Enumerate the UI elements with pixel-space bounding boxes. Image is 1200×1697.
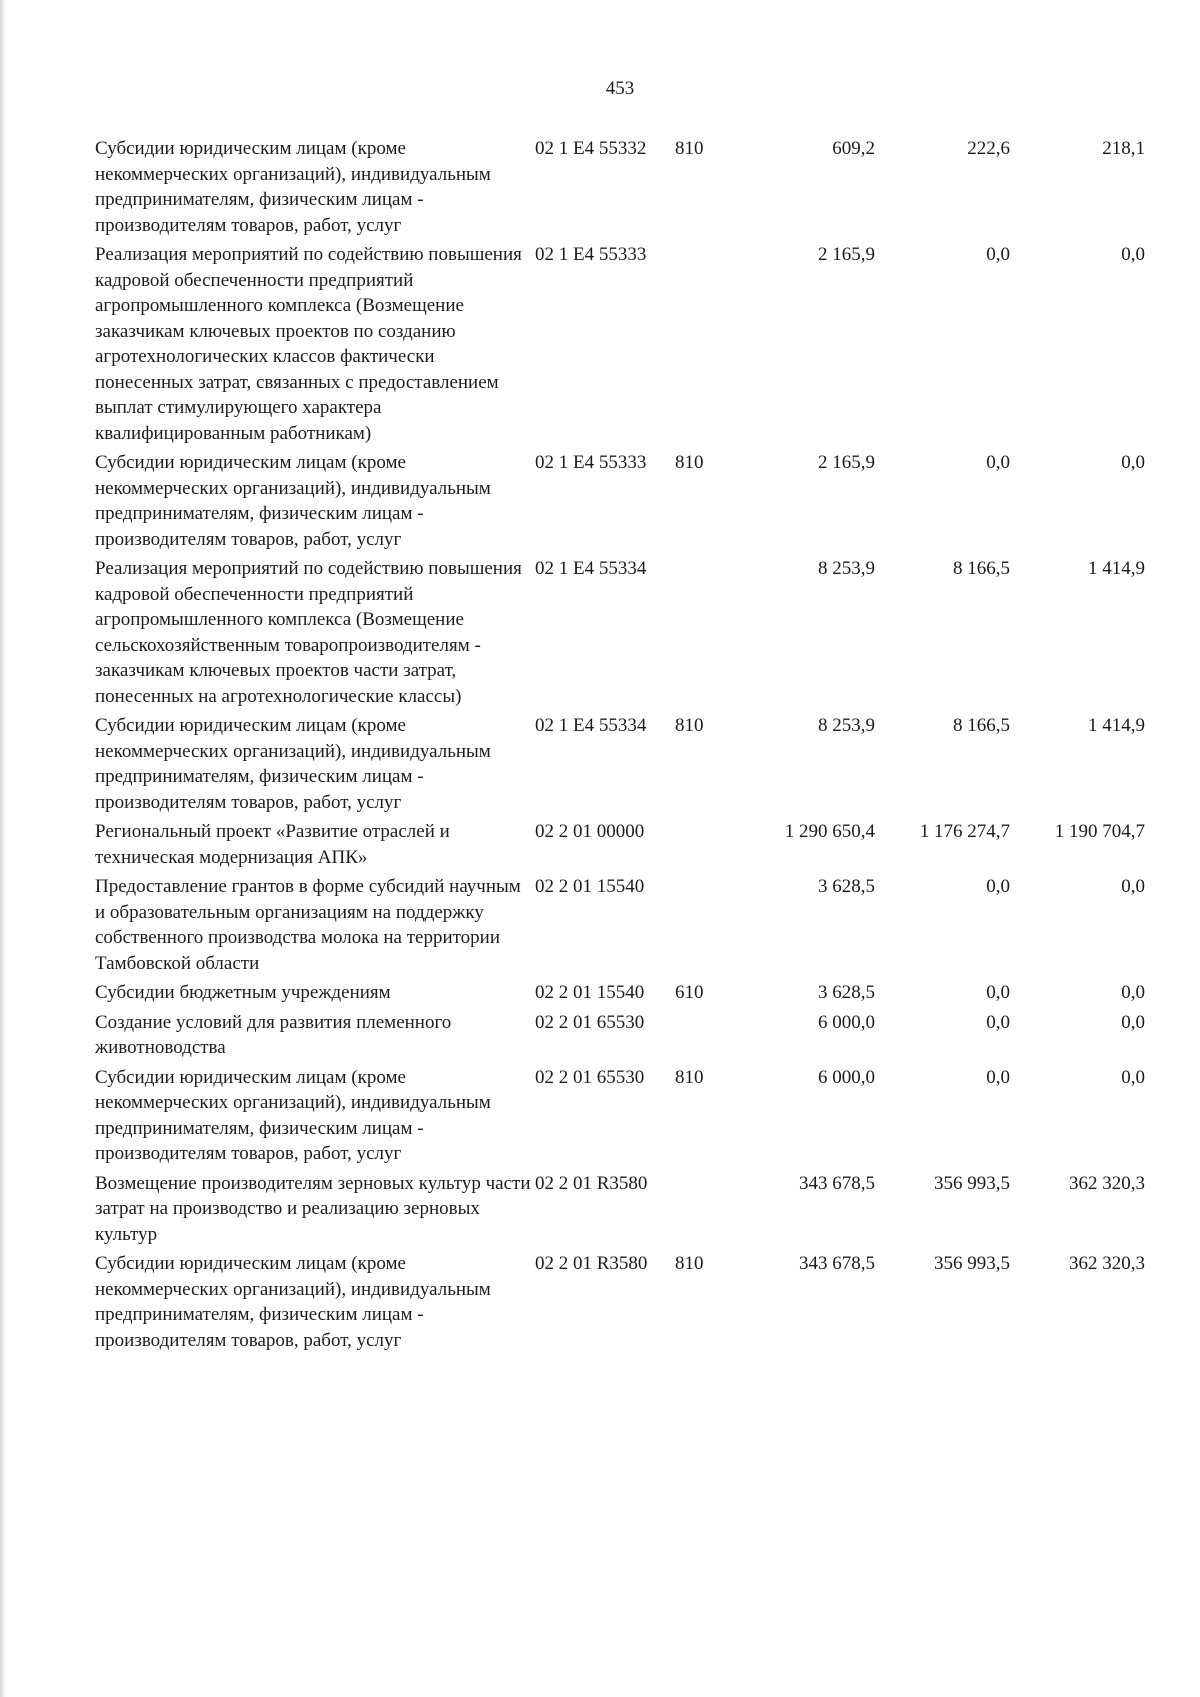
row-amount-year-2: 0,0 bbox=[986, 244, 1010, 265]
row-expense-type-code: 810 bbox=[675, 138, 704, 159]
row-amount-year-3: 0,0 bbox=[1121, 1011, 1145, 1033]
row-amount-year-3: 362 320,3 bbox=[1069, 1253, 1145, 1274]
row-amount-year-2: 1 176 274,7 bbox=[919, 821, 1010, 842]
row-expense-type-code: 610 bbox=[675, 982, 704, 1003]
row-amount-year-1: 3 628,5 bbox=[818, 876, 875, 897]
row-amount-year-2: 8 166,5 bbox=[953, 558, 1010, 579]
row-amount-year-1: 343 678,5 bbox=[799, 1172, 875, 1194]
table-row bbox=[95, 1010, 1175, 1061]
row-name: Реализация мероприятий по содействию повышения кадровой обеспеченности предприятий агропромышленного комплекса (Возмещение сельскохозяйственным товаропроизводителям - заказчикам ключевых проектов части затрат, понесенных на агротехнологические классы) bbox=[95, 558, 522, 707]
row-amount-year-3: 0,0 bbox=[1121, 452, 1145, 473]
budget-table bbox=[95, 136, 1175, 1357]
row-amount-year-1: 2 165,9 bbox=[818, 244, 875, 265]
row-amount-year-2: 0,0 bbox=[986, 982, 1010, 1003]
row-expense-type-code: 810 bbox=[675, 1066, 704, 1088]
page-number: 453 bbox=[605, 78, 635, 99]
row-amount-year-3: 0,0 bbox=[1121, 982, 1145, 1003]
row-target-article-code: 02 2 01 65530 bbox=[535, 1066, 645, 1088]
row-name: Субсидии юридическим лицам (кроме некоммерческих организаций), индивидуальным предпринимателям, физическим лицам - производителям товаров, работ, услуг bbox=[95, 715, 491, 813]
table-row bbox=[95, 874, 1175, 976]
row-amount-year-3: 1 190 704,7 bbox=[1054, 821, 1145, 842]
row-amount-year-2: 222,6 bbox=[967, 138, 1010, 159]
row-amount-year-2: 0,0 bbox=[986, 1066, 1010, 1088]
row-amount-year-1: 8 253,9 bbox=[818, 558, 875, 579]
table-row bbox=[95, 556, 1175, 709]
row-amount-year-1: 6 000,0 bbox=[818, 1011, 875, 1033]
row-target-article-code: 02 1 E4 55334 bbox=[535, 558, 647, 579]
row-name: Региональный проект «Развитие отраслей и техническая модернизация АПК» bbox=[95, 821, 450, 868]
row-amount-year-1: 6 000,0 bbox=[818, 1066, 875, 1088]
row-amount-year-1: 609,2 bbox=[832, 138, 875, 159]
table-row bbox=[95, 1171, 1175, 1248]
row-amount-year-2: 356 993,5 bbox=[934, 1253, 1010, 1274]
row-amount-year-3: 0,0 bbox=[1121, 876, 1145, 897]
row-amount-year-2: 8 166,5 bbox=[953, 715, 1010, 736]
row-target-article-code: 02 2 01 R3580 bbox=[535, 1172, 648, 1194]
row-name: Субсидии бюджетным учреждениям bbox=[95, 982, 391, 1003]
row-amount-year-1: 8 253,9 bbox=[818, 715, 875, 736]
row-amount-year-3: 218,1 bbox=[1102, 138, 1145, 159]
row-target-article-code: 02 1 E4 55332 bbox=[535, 138, 647, 159]
row-name: Субсидии юридическим лицам (кроме некоммерческих организаций), индивидуальным предпринимателям, физическим лицам - производителям товаров, работ, услуг bbox=[95, 452, 491, 550]
row-name: Субсидии юридическим лицам (кроме некоммерческих организаций), индивидуальным предпринимателям, физическим лицам - производителям товаров, работ, услуг bbox=[95, 1253, 491, 1351]
row-name: Создание условий для развития племенного животноводства bbox=[95, 1011, 452, 1058]
row-amount-year-3: 0,0 bbox=[1121, 244, 1145, 265]
row-target-article-code: 02 2 01 00000 bbox=[535, 821, 645, 842]
table-row bbox=[95, 819, 1175, 870]
table-row bbox=[95, 450, 1175, 552]
row-target-article-code: 02 2 01 65530 bbox=[535, 1011, 645, 1033]
table-row bbox=[95, 1251, 1175, 1353]
row-amount-year-1: 1 290 650,4 bbox=[784, 821, 875, 842]
row-name: Реализация мероприятий по содействию повышения кадровой обеспеченности предприятий агропромышленного комплекса (Возмещение заказчикам ключевых проектов по созданию агротехнологических классов фактически понесенных затрат, связанных с предоставлением выплат стимулирующего характера квалифицированным работникам) bbox=[95, 244, 522, 444]
table-row bbox=[95, 1065, 1175, 1167]
row-target-article-code: 02 2 01 R3580 bbox=[535, 1253, 648, 1274]
row-amount-year-3: 362 320,3 bbox=[1069, 1172, 1145, 1194]
row-target-article-code: 02 2 01 15540 bbox=[535, 982, 645, 1003]
table-row bbox=[95, 242, 1175, 446]
row-amount-year-2: 356 993,5 bbox=[934, 1172, 1010, 1194]
row-target-article-code: 02 1 E4 55334 bbox=[535, 715, 647, 736]
row-target-article-code: 02 1 E4 55333 bbox=[535, 452, 647, 473]
table-row bbox=[95, 980, 1175, 1006]
row-amount-year-1: 343 678,5 bbox=[799, 1253, 875, 1274]
table-row bbox=[95, 713, 1175, 815]
row-amount-year-3: 0,0 bbox=[1121, 1066, 1145, 1088]
row-amount-year-3: 1 414,9 bbox=[1088, 558, 1145, 579]
row-expense-type-code: 810 bbox=[675, 1253, 704, 1274]
row-amount-year-1: 3 628,5 bbox=[818, 982, 875, 1003]
row-name: Субсидии юридическим лицам (кроме некоммерческих организаций), индивидуальным предпринимателям, физическим лицам - производителям товаров, работ, услуг bbox=[95, 138, 491, 236]
row-expense-type-code: 810 bbox=[675, 715, 704, 736]
row-name: Предоставление грантов в форме субсидий научным и образовательным организациям на поддержку собственного производства молока на территории Тамбовской области bbox=[95, 876, 521, 974]
row-amount-year-2: 0,0 bbox=[986, 876, 1010, 897]
row-target-article-code: 02 1 E4 55333 bbox=[535, 244, 647, 265]
row-target-article-code: 02 2 01 15540 bbox=[535, 876, 645, 897]
scan-edge-shadow bbox=[0, 0, 6, 1697]
row-amount-year-1: 2 165,9 bbox=[818, 452, 875, 473]
row-amount-year-2: 0,0 bbox=[986, 1011, 1010, 1033]
row-amount-year-2: 0,0 bbox=[986, 452, 1010, 473]
row-name: Возмещение производителям зерновых культур части затрат на производство и реализацию зерновых культур bbox=[95, 1172, 531, 1245]
row-amount-year-3: 1 414,9 bbox=[1088, 715, 1145, 736]
row-expense-type-code: 810 bbox=[675, 452, 704, 473]
row-name: Субсидии юридическим лицам (кроме некоммерческих организаций), индивидуальным предпринимателям, физическим лицам - производителям товаров, работ, услуг bbox=[95, 1066, 491, 1164]
table-row bbox=[95, 136, 1175, 238]
